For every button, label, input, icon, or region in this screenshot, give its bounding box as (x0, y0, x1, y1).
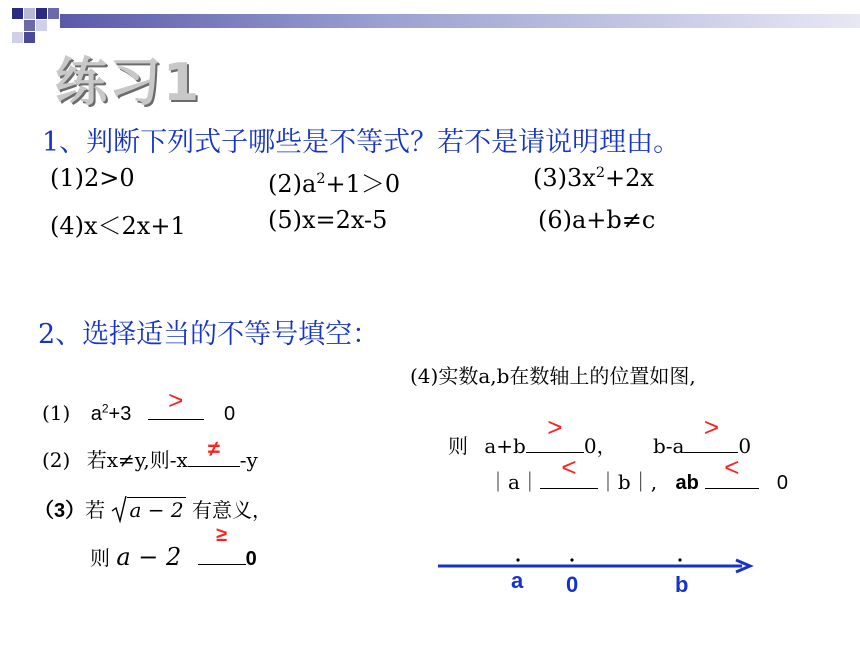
decor-square (24, 32, 35, 43)
q1-heading: 1、判断下列式子哪些是不等式？若不是请说明理由。 (42, 127, 681, 158)
q2-part-3: （3）若 a − 2 有意义， (34, 494, 272, 523)
point-a (516, 558, 519, 561)
point-b (678, 558, 681, 561)
point-zero (570, 558, 573, 561)
q2-part-3-line2: 则 a − 2 ≥ 0 (90, 524, 257, 571)
answer-geq: ≥ (216, 524, 228, 546)
decor-square (36, 8, 47, 19)
decor-square (12, 32, 23, 43)
numberline-label-zero: 0 (566, 572, 579, 597)
page-title: 练习1 (55, 53, 202, 113)
decor-square (24, 20, 35, 31)
header-band (60, 14, 860, 28)
decor-square (48, 8, 59, 19)
answer-gt-1: > (547, 412, 563, 442)
q2-heading: 2、选择适当的不等号填空： (38, 319, 380, 350)
numberline-label-a: a (511, 568, 524, 593)
q2-part-4-row1: 则 a+b > 0， b-a > 0 (448, 412, 752, 458)
numberline-label-b: b (675, 572, 689, 597)
q1-item-4: (4)x＜2x+1 (50, 212, 186, 240)
decor-square (24, 8, 35, 19)
decor-square (12, 8, 23, 19)
sqrt-radical: a − 2 (111, 495, 185, 523)
q1-item-5: (5)x=2x-5 (268, 206, 388, 234)
sqrt-icon (111, 495, 127, 523)
q2-part-4-heading: (4)实数a,b在数轴上的位置如图, (410, 364, 696, 388)
answer-lt-1: < (561, 452, 577, 482)
q1-item-2: $(2)a^2+1>0$ (268, 170, 401, 198)
decor-square (36, 20, 47, 31)
q1-item-1: (1)2>0 (50, 164, 135, 192)
q1-item-6: (6)a+b≠c (538, 206, 656, 234)
answer-gt: > (168, 385, 184, 415)
answer-lt-2: < (724, 452, 740, 482)
q1-item-3: $(3)3x^2+2x$ (533, 164, 654, 192)
q2-part-1: (1) $a^2+3$ > 0 (42, 385, 236, 425)
answer-neq: ≠ (207, 436, 220, 461)
q2-part-4-row2: ｜a｜ < ｜b｜, ab < 0 (488, 452, 788, 494)
q2-part-2: (2) 若x≠y,则-x ≠ -y (42, 436, 258, 472)
number-line (430, 548, 760, 608)
answer-gt-2: > (703, 412, 720, 442)
